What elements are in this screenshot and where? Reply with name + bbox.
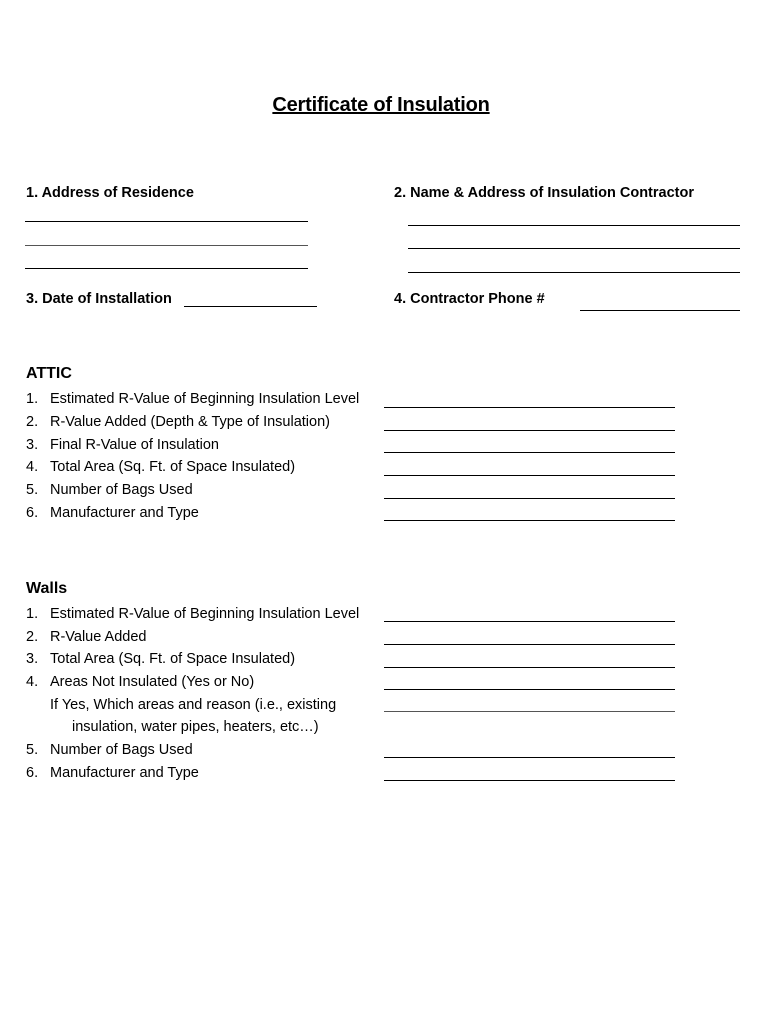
attic-item-4-line[interactable] (384, 475, 675, 476)
walls-heading: Walls (26, 580, 68, 597)
residence-address-line-3[interactable] (25, 268, 308, 269)
walls-item-2-line[interactable] (384, 644, 675, 645)
residence-address-line-1[interactable] (25, 221, 308, 222)
attic-item-1-line[interactable] (384, 407, 675, 408)
walls-item-3-line[interactable] (384, 667, 675, 668)
attic-item-2-line[interactable] (384, 430, 675, 431)
installation-date-line[interactable] (184, 306, 317, 307)
contractor-phone-line[interactable] (580, 310, 740, 311)
residence-address-line-2[interactable] (25, 245, 308, 246)
contractor-label: 2. Name & Address of Insulation Contractor (394, 185, 694, 201)
page-title: Certificate of Insulation (272, 94, 490, 116)
residence-address-label: 1. Address of Residence (26, 185, 194, 201)
contractor-line-2[interactable] (408, 248, 740, 249)
walls-item-6-line[interactable] (384, 780, 675, 781)
walls-item-4-line[interactable] (384, 689, 675, 690)
contractor-phone-label: 4. Contractor Phone # (394, 291, 545, 307)
walls-item-5-line[interactable] (384, 757, 675, 758)
attic-item-5-line[interactable] (384, 498, 675, 499)
contractor-line-3[interactable] (408, 272, 740, 273)
walls-item-4-followup-line[interactable] (384, 711, 675, 712)
attic-item-6-line[interactable] (384, 520, 675, 521)
contractor-line-1[interactable] (408, 225, 740, 226)
attic-heading: ATTIC (26, 365, 72, 382)
installation-date-label: 3. Date of Installation (26, 291, 172, 307)
attic-item-3-line[interactable] (384, 452, 675, 453)
walls-item-1-line[interactable] (384, 621, 675, 622)
